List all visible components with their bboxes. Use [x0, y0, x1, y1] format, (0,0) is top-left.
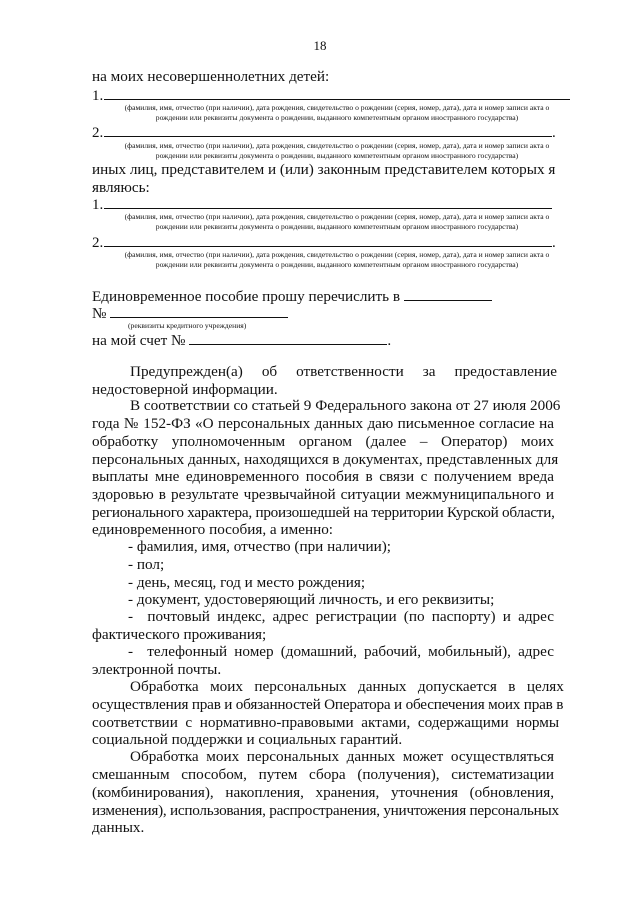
list-item: - пол; [128, 556, 165, 573]
method-line-4: изменения), использования, распространения, уничтожения персональных [92, 802, 559, 819]
number-sign: № [92, 305, 107, 322]
processing-line-2: осуществления прав и обязанностей Оператора и обеспечения моих прав в [92, 696, 564, 713]
child-1-caption-1: (фамилия, имя, отчество (при наличии), дата рождения, свидетельство о рождении (серия, номер, дата), дата и номер записи акта о [124, 103, 550, 112]
consent-line-5: выплаты мне единовременного пособия в связи с получением вреда [92, 468, 554, 485]
child-2-blank[interactable] [104, 123, 552, 137]
other-2-dot: . [552, 235, 556, 251]
method-line-2: смешанным способом, путем сбора (получения), систематизации [92, 766, 554, 783]
consent-line-8: единовременного пособия, а именно: [92, 521, 334, 538]
child-2-caption-2: рождении или реквизиты документа о рождении, выданного компетентным органом иностранного государства) [155, 151, 519, 160]
postal-line-2: фактического проживания; [92, 626, 267, 643]
payment-text: Единовременное пособие прошу перечислить в [92, 288, 401, 305]
processing-line-4: социальной поддержки и социальных гарантий. [92, 731, 403, 748]
other-2-number: 2. [92, 235, 104, 251]
processing-line-1: Обработка моих персональных данных допускается в целях [130, 678, 564, 695]
account-text: на мой счет № [92, 332, 186, 349]
account-blank[interactable] [189, 331, 387, 345]
list-item: - документ, удостоверяющий личность, и его реквизиты; [128, 591, 495, 608]
child-2-field[interactable] [92, 123, 582, 142]
warning-line-1: Предупрежден(а) об ответственности за предоставление [130, 363, 557, 380]
consent-line-3: обработку уполномоченным органом (далее – Оператор) моих [92, 433, 554, 450]
other-1-blank[interactable] [104, 195, 552, 209]
child-1-number: 1. [92, 88, 104, 104]
warning-line-2: недостоверной информации. [92, 381, 278, 398]
other-2-caption-2: рождении или реквизиты документа о рождении, выданного компетентным органом иностранного государства) [155, 260, 519, 269]
other-1-number: 1. [92, 197, 104, 213]
method-line-3: (комбинирования), накопления, хранения, уточнения (обновления, [92, 784, 554, 801]
consent-line-6: здоровью в результате чрезвычайной ситуации межмуниципального и [92, 486, 554, 503]
account-dot: . [387, 332, 392, 349]
bank-details-blank[interactable] [110, 304, 288, 318]
consent-line-2: года № 152-ФЗ «О персональных данных даю письменное согласие на [92, 415, 554, 432]
method-line-5: данных. [92, 819, 145, 836]
consent-line-7: регионального характера, произошедшей на территории Курской области, [92, 504, 555, 521]
phone-line-1: - телефонный номер (домашний, рабочий, мобильный), адрес [128, 643, 554, 660]
others-line-2: являюсь: [92, 179, 150, 196]
list-item: - фамилия, имя, отчество (при наличии); [128, 538, 391, 555]
other-2-blank[interactable] [104, 233, 552, 247]
other-1-caption-2: рождении или реквизиты документа о рождении, выданного компетентным органом иностранного государства) [155, 222, 519, 231]
list-item: - день, месяц, год и место рождения; [128, 574, 366, 591]
method-line-1: Обработка моих персональных данных может осуществляться [130, 748, 554, 765]
account-line [92, 331, 554, 350]
child-2-number: 2. [92, 125, 104, 141]
child-1-blank[interactable] [104, 86, 570, 100]
child-2-caption-1: (фамилия, имя, отчество (при наличии), дата рождения, свидетельство о рождении (серия, номер, дата), дата и номер записи акта о [124, 141, 550, 150]
page-number: 18 [313, 38, 327, 53]
other-2-caption-1: (фамилия, имя, отчество (при наличии), дата рождения, свидетельство о рождении (серия, номер, дата), дата и номер записи акта о [124, 250, 550, 259]
children-intro: на моих несовершеннолетних детей: [92, 68, 330, 85]
child-2-dot: . [552, 125, 556, 141]
child-1-caption-2: рождении или реквизиты документа о рождении, выданного компетентным органом иностранного государства) [155, 113, 519, 122]
postal-line-1: - почтовый индекс, адрес регистрации (по паспорту) и адрес [128, 608, 554, 625]
other-1-caption-1: (фамилия, имя, отчество (при наличии), дата рождения, свидетельство о рождении (серия, номер, дата), дата и номер записи акта о [124, 212, 550, 221]
others-line-1: иных лиц, представителем и (или) законным представителем которых я [92, 161, 556, 178]
bank-caption: (реквизиты кредитного учреждения) [128, 321, 247, 330]
processing-line-3: соответствии с нормативно-правовыми актами, содержащими нормы [92, 714, 560, 731]
consent-line-4: персональных данных, находящихся в документах, представленных для [92, 451, 559, 468]
consent-line-1: В соответствии со статьей 9 Федерального закона от 27 июля 2006 [130, 397, 561, 414]
phone-line-2: электронной почты. [92, 661, 222, 678]
bank-blank[interactable] [404, 287, 492, 301]
